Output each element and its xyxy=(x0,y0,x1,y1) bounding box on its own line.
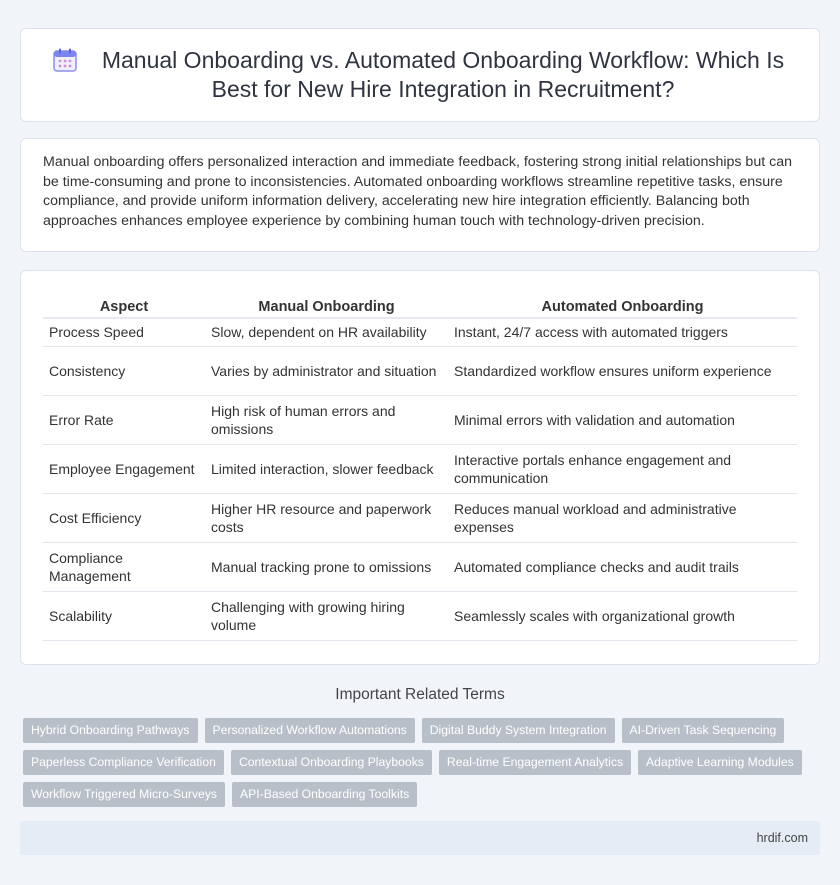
cell-aspect: Scalability xyxy=(43,591,205,640)
related-term-tag[interactable]: Contextual Onboarding Playbooks xyxy=(231,750,432,775)
intro-text: Manual onboarding offers personalized interaction and immediate feedback, fostering strong initial relationships but can be time-consuming and prone to inconsistencies. Automated onboarding workflows streamline repetitive tasks, ensure compliance, and provide uniform information delivery, accelerating new hire integration efficiently. Balancing both approaches enhances employee experience by combining human touch with technology-driven precision. xyxy=(43,154,792,229)
header-aspect: Aspect xyxy=(43,291,205,318)
cell-aspect: Cost Efficiency xyxy=(43,493,205,542)
cell-aspect: Consistency xyxy=(43,346,205,395)
related-term-tag[interactable]: Real-time Engagement Analytics xyxy=(439,750,631,775)
header-manual: Manual Onboarding xyxy=(205,291,448,318)
table-row xyxy=(43,346,797,395)
related-terms-title: Important Related Terms xyxy=(335,686,505,703)
comparison-card xyxy=(20,270,820,665)
intro-card xyxy=(20,138,820,252)
comparison-table xyxy=(43,291,797,641)
cell-automated: Instant, 24/7 access with automated triggers xyxy=(448,318,797,346)
cell-manual: High risk of human errors and omissions xyxy=(205,395,448,444)
table-row xyxy=(43,542,797,591)
cell-automated: Reduces manual workload and administrative expenses xyxy=(448,493,797,542)
cell-manual: Limited interaction, slower feedback xyxy=(205,444,448,493)
calendar-icon xyxy=(51,46,79,74)
related-term-tag[interactable]: Workflow Triggered Micro-Surveys xyxy=(23,782,225,807)
related-term-tag[interactable]: AI-Driven Task Sequencing xyxy=(622,718,785,743)
cell-automated: Automated compliance checks and audit trails xyxy=(448,542,797,591)
cell-aspect: Compliance Management xyxy=(43,542,205,591)
related-term-tag[interactable]: Paperless Compliance Verification xyxy=(23,750,224,775)
cell-automated: Seamlessly scales with organizational growth xyxy=(448,591,797,640)
cell-aspect: Error Rate xyxy=(43,395,205,444)
related-term-tag[interactable]: Digital Buddy System Integration xyxy=(422,718,615,743)
cell-manual: Slow, dependent on HR availability xyxy=(205,318,448,346)
header-automated: Automated Onboarding xyxy=(448,291,797,318)
related-term-tag[interactable]: Hybrid Onboarding Pathways xyxy=(23,718,198,743)
cell-automated: Minimal errors with validation and automation xyxy=(448,395,797,444)
cell-manual: Manual tracking prone to omissions xyxy=(205,542,448,591)
cell-manual: Varies by administrator and situation xyxy=(205,346,448,395)
cell-aspect: Process Speed xyxy=(43,318,205,346)
table-row xyxy=(43,493,797,542)
footer xyxy=(20,821,820,855)
table-row xyxy=(43,591,797,640)
cell-automated: Standardized workflow ensures uniform experience xyxy=(448,346,797,395)
cell-automated: Interactive portals enhance engagement and communication xyxy=(448,444,797,493)
cell-manual: Higher HR resource and paperwork costs xyxy=(205,493,448,542)
related-term-tag[interactable]: API-Based Onboarding Toolkits xyxy=(232,782,417,807)
related-term-tag[interactable]: Personalized Workflow Automations xyxy=(205,718,415,743)
related-terms-list xyxy=(23,718,813,814)
table-row xyxy=(43,395,797,444)
page-title: Manual Onboarding vs. Automated Onboarding Workflow: Which Is Best for New Hire Integration in Recruitment? xyxy=(101,47,785,102)
cell-aspect: Employee Engagement xyxy=(43,444,205,493)
related-term-tag[interactable]: Adaptive Learning Modules xyxy=(638,750,802,775)
table-row xyxy=(43,318,797,346)
footer-site-link[interactable]: hrdif.com xyxy=(756,831,808,845)
title-card xyxy=(20,28,820,122)
table-row xyxy=(43,444,797,493)
table-header-row xyxy=(43,291,797,318)
cell-manual: Challenging with growing hiring volume xyxy=(205,591,448,640)
